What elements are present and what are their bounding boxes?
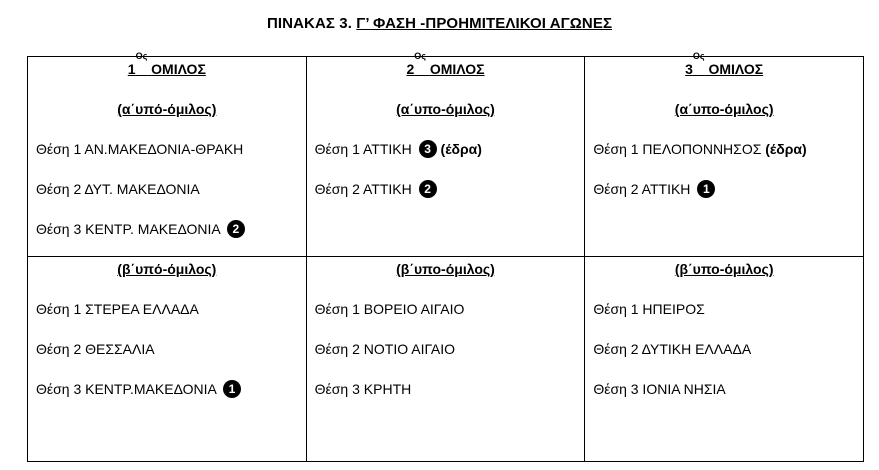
- group-1-sub-b-heading: (β΄υπό-όμιλος): [117, 261, 217, 277]
- ordinal-suffix: Ος: [692, 51, 705, 61]
- position-row: Θέση 1 ΗΠΕΙΡΟΣ: [593, 301, 705, 317]
- seed-badge: 1: [223, 380, 241, 398]
- seed-badge: 1: [697, 180, 715, 198]
- group-2-heading: $2^{O\varsigma}$ ΟΜΙΛΟΣ: [406, 51, 485, 77]
- position-row: Θέση 1 ΣΤΕΡΕΑ ΕΛΛΑΔΑ: [36, 301, 199, 317]
- group-3-sub-a-heading: (α΄υπο-όμιλος): [674, 101, 774, 117]
- group-2-sub-b-cell: [306, 257, 585, 462]
- group-1-sub-b-cell: [28, 257, 307, 462]
- page-title: [0, 15, 879, 32]
- position-row: Θέση 1 ΑΤΤΙΚΗ 3 (έδρα): [314, 141, 482, 157]
- position-row: Θέση 2 ΝΟΤΙΟ ΑΙΓΑΙΟ: [314, 341, 455, 357]
- group-3-sub-b-heading: (β΄υπο-όμιλος): [674, 261, 774, 277]
- position-row: Θέση 3 ΙΟΝΙΑ ΝΗΣΙΑ: [593, 381, 726, 397]
- table-row-b: [28, 257, 864, 462]
- title-prefix: ΠΙΝΑΚΑΣ 3.: [266, 15, 357, 32]
- group-1-sub-a-cell: [28, 51, 307, 257]
- group-2-sub-b-heading: (β΄υπο-όμιλος): [396, 261, 495, 277]
- table-row-a: [28, 57, 864, 257]
- group-3-sub-b-cell: [585, 257, 864, 462]
- position-row: Θέση 1 ΑΝ.ΜΑΚΕΔΟΝΙΑ-ΘΡΑΚΗ: [36, 141, 244, 157]
- seed-badge: 2: [419, 180, 437, 198]
- seed-badge: 2: [227, 220, 245, 238]
- title-phase: Γ’ ΦΑΣΗ -ΠΡΟΗΜΙΤΕΛΙΚΟΙ ΑΓΩΝΕΣ: [356, 15, 613, 32]
- group-3-heading: $3^{O\varsigma}$ ΟΜΙΛΟΣ: [685, 51, 764, 77]
- groups-table: [27, 51, 864, 462]
- position-row: Θέση 2 ΑΤΤΙΚΗ 2: [315, 179, 585, 199]
- ordinal-suffix: Ος: [135, 51, 148, 61]
- position-row: Θέση 2 ΑΤΤΙΚΗ 1: [593, 179, 863, 199]
- seed-badge: 3: [419, 140, 437, 158]
- position-row: Θέση 3 ΚΡΗΤΗ: [314, 381, 412, 397]
- host-note: (έδρα): [765, 141, 807, 157]
- position-row: Θέση 1 ΠΕΛΟΠΟΝΝΗΣΟΣ (έδρα): [593, 141, 807, 157]
- group-3-sub-a-cell: [585, 51, 864, 257]
- group-1-heading: $1^{O\varsigma}$ ΟΜΙΛΟΣ: [127, 51, 206, 77]
- ordinal-suffix: Ος: [414, 51, 426, 61]
- position-row: Θέση 2 ΔΥΤΙΚΗ ΕΛΛΑΔΑ: [593, 341, 752, 357]
- group-2-sub-a-heading: (α΄υπο-όμιλος): [396, 101, 495, 117]
- position-row: Θέση 2 ΔΥΤ. ΜΑΚΕΔΟΝΙΑ: [36, 181, 200, 197]
- host-note: (έδρα): [440, 141, 482, 157]
- group-1-sub-a-heading: (α΄υπό-όμιλος): [117, 101, 217, 117]
- position-row: Θέση 1 ΒΟΡΕΙΟ ΑΙΓΑΙΟ: [314, 301, 465, 317]
- position-row: Θέση 3 ΚΕΝΤΡ.ΜΑΚΕΔΟΝΙΑ 1: [36, 379, 306, 399]
- group-2-sub-a-cell: [306, 51, 585, 257]
- position-row: Θέση 3 ΚΕΝΤΡ. ΜΑΚΕΔΟΝΙΑ 2: [36, 219, 306, 239]
- position-row: Θέση 2 ΘΕΣΣΑΛΙΑ: [36, 341, 155, 357]
